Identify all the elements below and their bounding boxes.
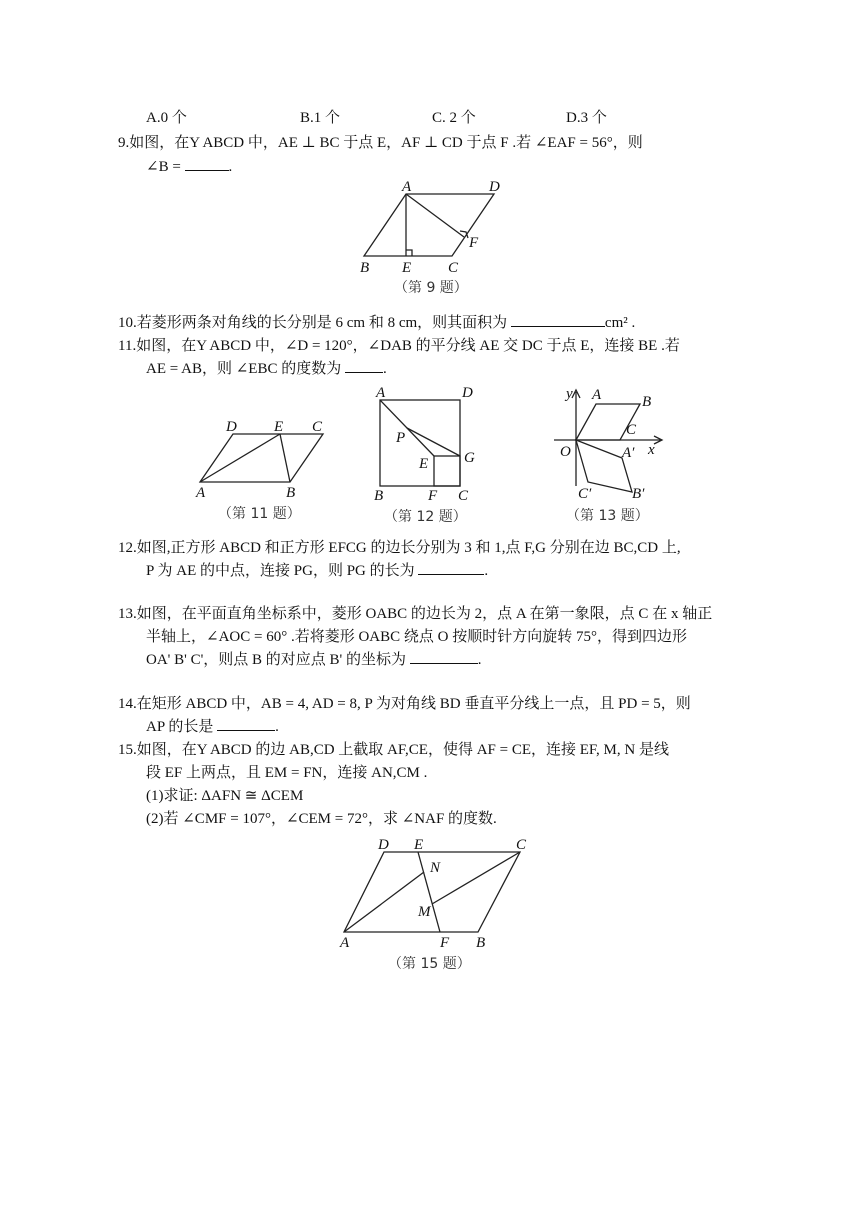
fig15-label-e: E xyxy=(414,837,424,853)
fig12-label-f: F xyxy=(428,488,438,504)
fig11-label-b: B xyxy=(286,485,296,501)
figure-q12 xyxy=(364,384,494,529)
q13-text-line2: 半轴上，∠AOC = 60° .若将菱形 OABC 绕点 O 按顺时针方向旋转 75°，得到四边形 xyxy=(146,629,687,645)
answer-blank xyxy=(217,716,275,731)
q12-text-line1: 12.如图,正方形 ABCD 和正方形 EFCG 的边长分别为 3 和 1,点 F,G 分别在边 BC,CD 上, xyxy=(118,540,681,556)
fig13-label-o: O xyxy=(560,444,571,460)
fig12-label-d: D xyxy=(462,385,473,401)
fig9-caption: （第 9 题） xyxy=(394,280,468,296)
fig13-label-c-prime: C′ xyxy=(578,486,592,502)
q15-part1: (1)求证: ΔAFN ≅ ΔCEM xyxy=(146,788,304,804)
fig12-label-p: P xyxy=(396,430,406,446)
fig13-label-c: C xyxy=(626,422,637,438)
answer-blank xyxy=(345,358,383,373)
q12-line2-post: . xyxy=(484,563,489,579)
q11-text-line1: 11.如图，在Y ABCD 中，∠D = 120°，∠DAB 的平分线 AE 交 DC 于点 E，连接 BE .若 xyxy=(118,338,680,354)
q13-text-line1: 13.如图，在平面直角坐标系中，菱形 OABC 的边长为 2，点 A 在第一象限，点 C 在 x 轴正 xyxy=(118,606,713,622)
figure-q13 xyxy=(542,382,672,530)
q15-text-line1: 15.如图，在Y ABCD 的边 AB,CD 上截取 AF,CE，使得 AF = CE，连接 EF, M, N 是线 xyxy=(118,742,669,758)
fig9-label-b: B xyxy=(360,260,370,276)
fig15-label-a: A xyxy=(340,935,350,951)
fig12-label-e: E xyxy=(419,456,429,472)
fig13-label-a: A xyxy=(592,387,602,403)
fig15-caption: （第 15 题） xyxy=(388,956,471,972)
fig15-label-d: D xyxy=(378,837,389,853)
fig15-label-c: C xyxy=(516,837,527,853)
q13-line3-pre: OA' B' C'，则点 B 的对应点 B' 的坐标为 xyxy=(146,652,406,668)
fig15-label-n: N xyxy=(430,860,441,876)
fig12-caption: （第 12 题） xyxy=(384,509,467,525)
fig12-label-b: B xyxy=(374,488,384,504)
q15-text-line2: 段 EF 上两点，且 EM = FN，连接 AN,CM . xyxy=(146,765,428,781)
fig13-label-y: y xyxy=(566,386,573,402)
fig11-label-d: D xyxy=(226,419,237,435)
fig12-label-g: G xyxy=(464,450,475,466)
q11-line2-pre: AE = AB，则 ∠EBC 的度数为 xyxy=(146,361,342,377)
q14-line2-pre: AP 的长是 xyxy=(146,719,214,735)
fig11-label-a: A xyxy=(196,485,206,501)
q9-line2-post: . xyxy=(228,159,233,175)
q10-text xyxy=(118,311,635,332)
q9-text-line1: 9.如图，在Y ABCD 中，AE ⊥ BC 于点 E，AF ⊥ CD 于点 F .若 ∠EAF = 56°，则 xyxy=(118,135,643,151)
fig11-label-c: C xyxy=(312,419,323,435)
q14-text-line2 xyxy=(146,715,279,736)
q15-part2: (2)若 ∠CMF = 107°，∠CEM = 72°，求 ∠NAF 的度数. xyxy=(146,811,497,827)
fig13-label-x: x xyxy=(648,442,655,458)
fig11-label-e: E xyxy=(274,419,284,435)
q8-option-d: D.3 个 xyxy=(566,110,607,126)
fig12-label-c: C xyxy=(458,488,469,504)
fig15-label-f: F xyxy=(440,935,450,951)
q9-text-line2 xyxy=(146,156,232,176)
fig15-label-m: M xyxy=(418,904,431,920)
figure-q9 xyxy=(350,176,510,300)
fig11-caption: （第 11 题） xyxy=(218,506,301,522)
q11-line2-post: . xyxy=(382,361,387,377)
fig9-label-e: E xyxy=(402,260,412,276)
q10-pre: 10.若菱形两条对角线的长分别是 6 cm 和 8 cm，则其面积为 xyxy=(118,315,508,331)
q11-text-line2 xyxy=(146,357,387,378)
fig12-label-a: A xyxy=(376,385,386,401)
q14-line2-post: . xyxy=(275,719,279,735)
fig13-caption: （第 13 题） xyxy=(566,508,649,524)
q14-text-line1: 14.在矩形 ABCD 中，AB = 4, AD = 8, P 为对角线 BD 垂直平分线上一点，且 PD = 5，则 xyxy=(118,696,691,712)
answer-blank xyxy=(185,156,229,171)
q8-option-c: C. 2 个 xyxy=(432,110,476,126)
q13-line3-post: . xyxy=(477,652,482,668)
fig13-label-b: B xyxy=(642,394,652,410)
q8-option-b: B.1 个 xyxy=(300,110,341,126)
q12-text-line2 xyxy=(146,559,488,580)
q13-text-line3 xyxy=(146,648,482,669)
q12-line2-pre: P 为 AE 的中点，连接 PG，则 PG 的长为 xyxy=(146,563,415,579)
fig13-label-a-prime: A′ xyxy=(622,445,635,461)
q9-line2-pre: ∠B = xyxy=(146,159,181,175)
fig9-label-f: F xyxy=(469,235,479,251)
fig15-label-b: B xyxy=(476,935,486,951)
q8-option-a: A.0 个 xyxy=(146,110,187,126)
answer-blank xyxy=(511,312,605,327)
answer-blank xyxy=(418,560,484,575)
fig9-label-a: A xyxy=(402,179,412,195)
answer-blank xyxy=(410,649,478,664)
fig13-label-b-prime: B′ xyxy=(632,486,645,502)
figure-q15 xyxy=(334,832,542,980)
fig9-label-d: D xyxy=(489,179,500,195)
fig9-label-c: C xyxy=(448,260,459,276)
figure-q11 xyxy=(188,412,338,527)
q10-post: cm² . xyxy=(604,315,636,331)
